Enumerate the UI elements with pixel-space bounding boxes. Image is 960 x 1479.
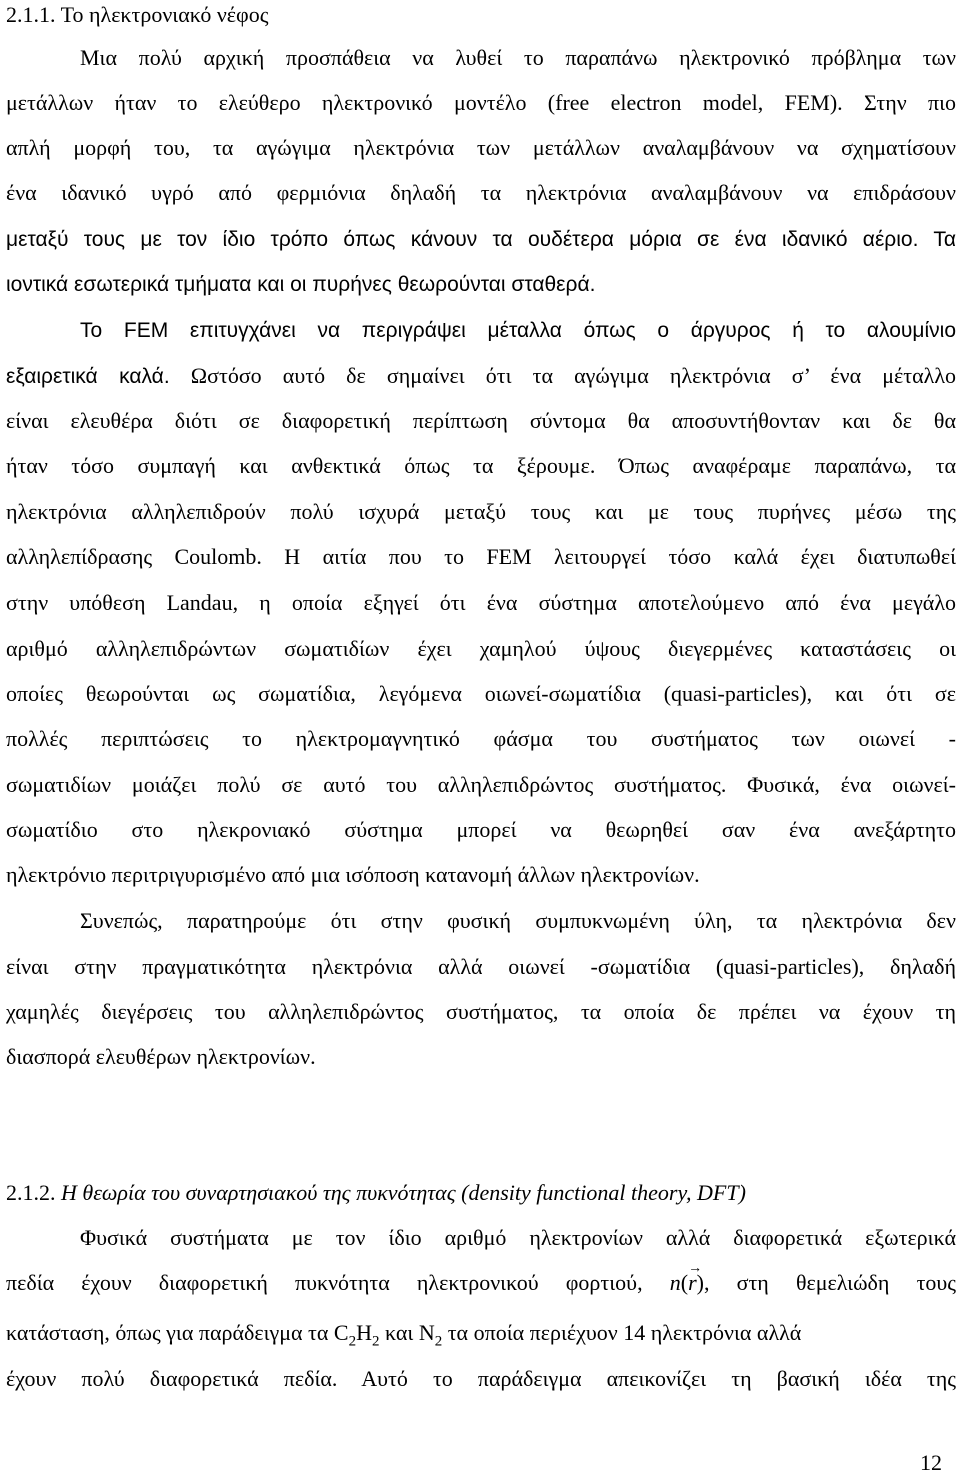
paragraph-line: διασπορά ελευθέρων ηλεκτρονίων. xyxy=(6,1044,316,1069)
paragraph-line: οποίες θεωρούνται ως σωματίδια, λεγόμενα οιωνεί-σωματίδια (quasi-particles), και ότι σε xyxy=(6,681,956,706)
paragraph-line: έχουν πολύ διαφορετικά πεδία. Αυτό το παράδειγμα απεικονίζει τη βασική ιδέα της xyxy=(6,1366,956,1391)
math-density: n(→ r) xyxy=(670,1270,704,1295)
subscript: 2 xyxy=(371,1333,380,1350)
text-span: τα οποία περιέχυον 14 ηλεκτρόνια αλλά xyxy=(442,1320,802,1345)
paragraph-line: Μια πολύ αρχική προσπάθεια να λυθεί το παραπάνω ηλεκτρονικό πρόβλημα των xyxy=(80,45,956,70)
paragraph-line: ήταν τόσο συμπαγή και ανθεκτικά όπως τα ξέρουμε. Όπως αναφέραμε παραπάνω, τα xyxy=(6,453,956,478)
text-span: πεδία έχουν διαφορετική πυκνότητα ηλεκτρονικού φορτιού, xyxy=(6,1270,643,1295)
math-n: n xyxy=(669,1270,681,1295)
paragraph-line: μετάλλων ήταν το ελεύθερο ηλεκτρονικό μοντέλο (free electron model, FEM). Στην πιο xyxy=(6,90,956,115)
paragraph-line: απλή μορφή του, τα αγώγιμα ηλεκτρόνια των μετάλλων αναλαμβάνουν να σχηματίσουν xyxy=(6,135,956,160)
text-span: , στη θεμελιώδη τους xyxy=(703,1270,957,1295)
subscript: 2 xyxy=(434,1333,443,1350)
heading-title: Η θεωρία του συναρτησιακού της πυκνότητας (density functional theory, DFT) xyxy=(55,1180,746,1205)
paragraph-line: ηλεκτρόνια αλληλεπιδρούν πολύ ισχυρά μεταξύ τους και με τους πυρήνες μέσω της xyxy=(6,499,956,524)
paragraph-line xyxy=(6,363,956,389)
paragraph-line: ιοντικά εσωτερικά τμήματα και οι πυρήνες θεωρούνται σταθερά. xyxy=(6,273,596,296)
text-span: εξαιρετικά καλά. xyxy=(6,365,170,388)
paragraph-line: Φυσικά συστήματα με τον ίδιο αριθμό ηλεκτρονίων αλλά διαφορετικά εξωτερικά xyxy=(80,1225,956,1250)
text-span: κατάσταση, όπως για παράδειγμα τα C xyxy=(6,1320,349,1345)
section-heading-2-1-2 xyxy=(6,1180,956,1206)
paragraph-line: πολλές περιπτώσεις το ηλεκτρομαγνητικό φάσμα του συστήματος των οιωνεί - xyxy=(6,726,956,751)
paragraph-line xyxy=(6,1270,956,1296)
paragraph-line: στην υπόθεση Landau, η οποία εξηγεί ότι ένα σύστημα αποτελούμενο από ένα μεγάλο xyxy=(6,590,956,615)
paragraph-line: αλληλεπίδρασης Coulomb. Η αιτία που το FEM λειτουργεί τόσο καλά έχει διατυπωθεί xyxy=(6,544,956,569)
section-heading-2-1-1: 2.1.1. Το ηλεκτρονιακό νέφος xyxy=(6,2,269,27)
paragraph-line: είναι στην πραγματικότητα ηλεκτρόνια αλλά οιωνεί -σωματίδια (quasi-particles), δηλαδή xyxy=(6,954,956,979)
text-span: και N xyxy=(379,1320,435,1345)
paragraph-line: Το FEM επιτυγχάνει να περιγράψει μέταλλα όπως ο άργυρος ή το αλουμίνιο xyxy=(80,319,956,342)
paragraph-line: αριθμό αλληλεπιδρώντων σωματιδίων έχει χαμηλού ύψους διεγερμένες καταστάσεις οι xyxy=(6,636,956,661)
page-number: 12 xyxy=(920,1450,942,1475)
paragraph-line: είναι ελευθέρα διότι σε διαφορετική περίπτωση σύντομα θα αποσυντήθονταν και δε θα xyxy=(6,408,956,433)
heading-number: 2.1.2. xyxy=(6,1180,56,1205)
math-r-vector: → r xyxy=(688,1270,697,1295)
paragraph-line: ένα ιδανικό υγρό από φερμιόνια δηλαδή τα ηλεκτρόνια αναλαμβάνουν να επιδράσουν xyxy=(6,180,956,205)
paragraph-line: χαμηλές διεγέρσεις του αλληλεπιδρώντος συστήματος, τα οποία δε πρέπει να έχουν τη xyxy=(6,999,956,1024)
paragraph-line xyxy=(6,1320,956,1350)
paragraph-line: σωματίδιο στο ηλεκρονιακό σύστημα μπορεί να θεωρηθεί σαν ένα ανεξάρτητο xyxy=(6,817,956,842)
text-span: Ωστόσο αυτό δε σημαίνει ότι τα αγώγιμα ηλεκτρόνια σ’ ένα μέταλλο xyxy=(169,363,956,388)
paragraph-line: Συνεπώς, παρατηρούμε ότι στην φυσική συμπυκνωμένη ύλη, τα ηλεκτρόνια δεν xyxy=(80,908,956,933)
paragraph-line: ηλεκτρόνιο περιτριγυρισμένο από μια ισόποση κατανομή άλλων ηλεκτρονίων. xyxy=(6,862,700,887)
text-span: H xyxy=(356,1320,372,1345)
paragraph-line: μεταξύ τους με τον ίδιο τρόπο όπως κάνουν τα ουδέτερα μόρια σε ένα ιδανικό αέριο. Τα xyxy=(6,228,956,251)
paragraph-line: σωματιδίων μοιάζει πολύ σε αυτό του αλληλεπιδρώντος συστήματος. Φυσικά, ένα οιωνεί- xyxy=(6,772,956,797)
subscript: 2 xyxy=(348,1333,357,1350)
